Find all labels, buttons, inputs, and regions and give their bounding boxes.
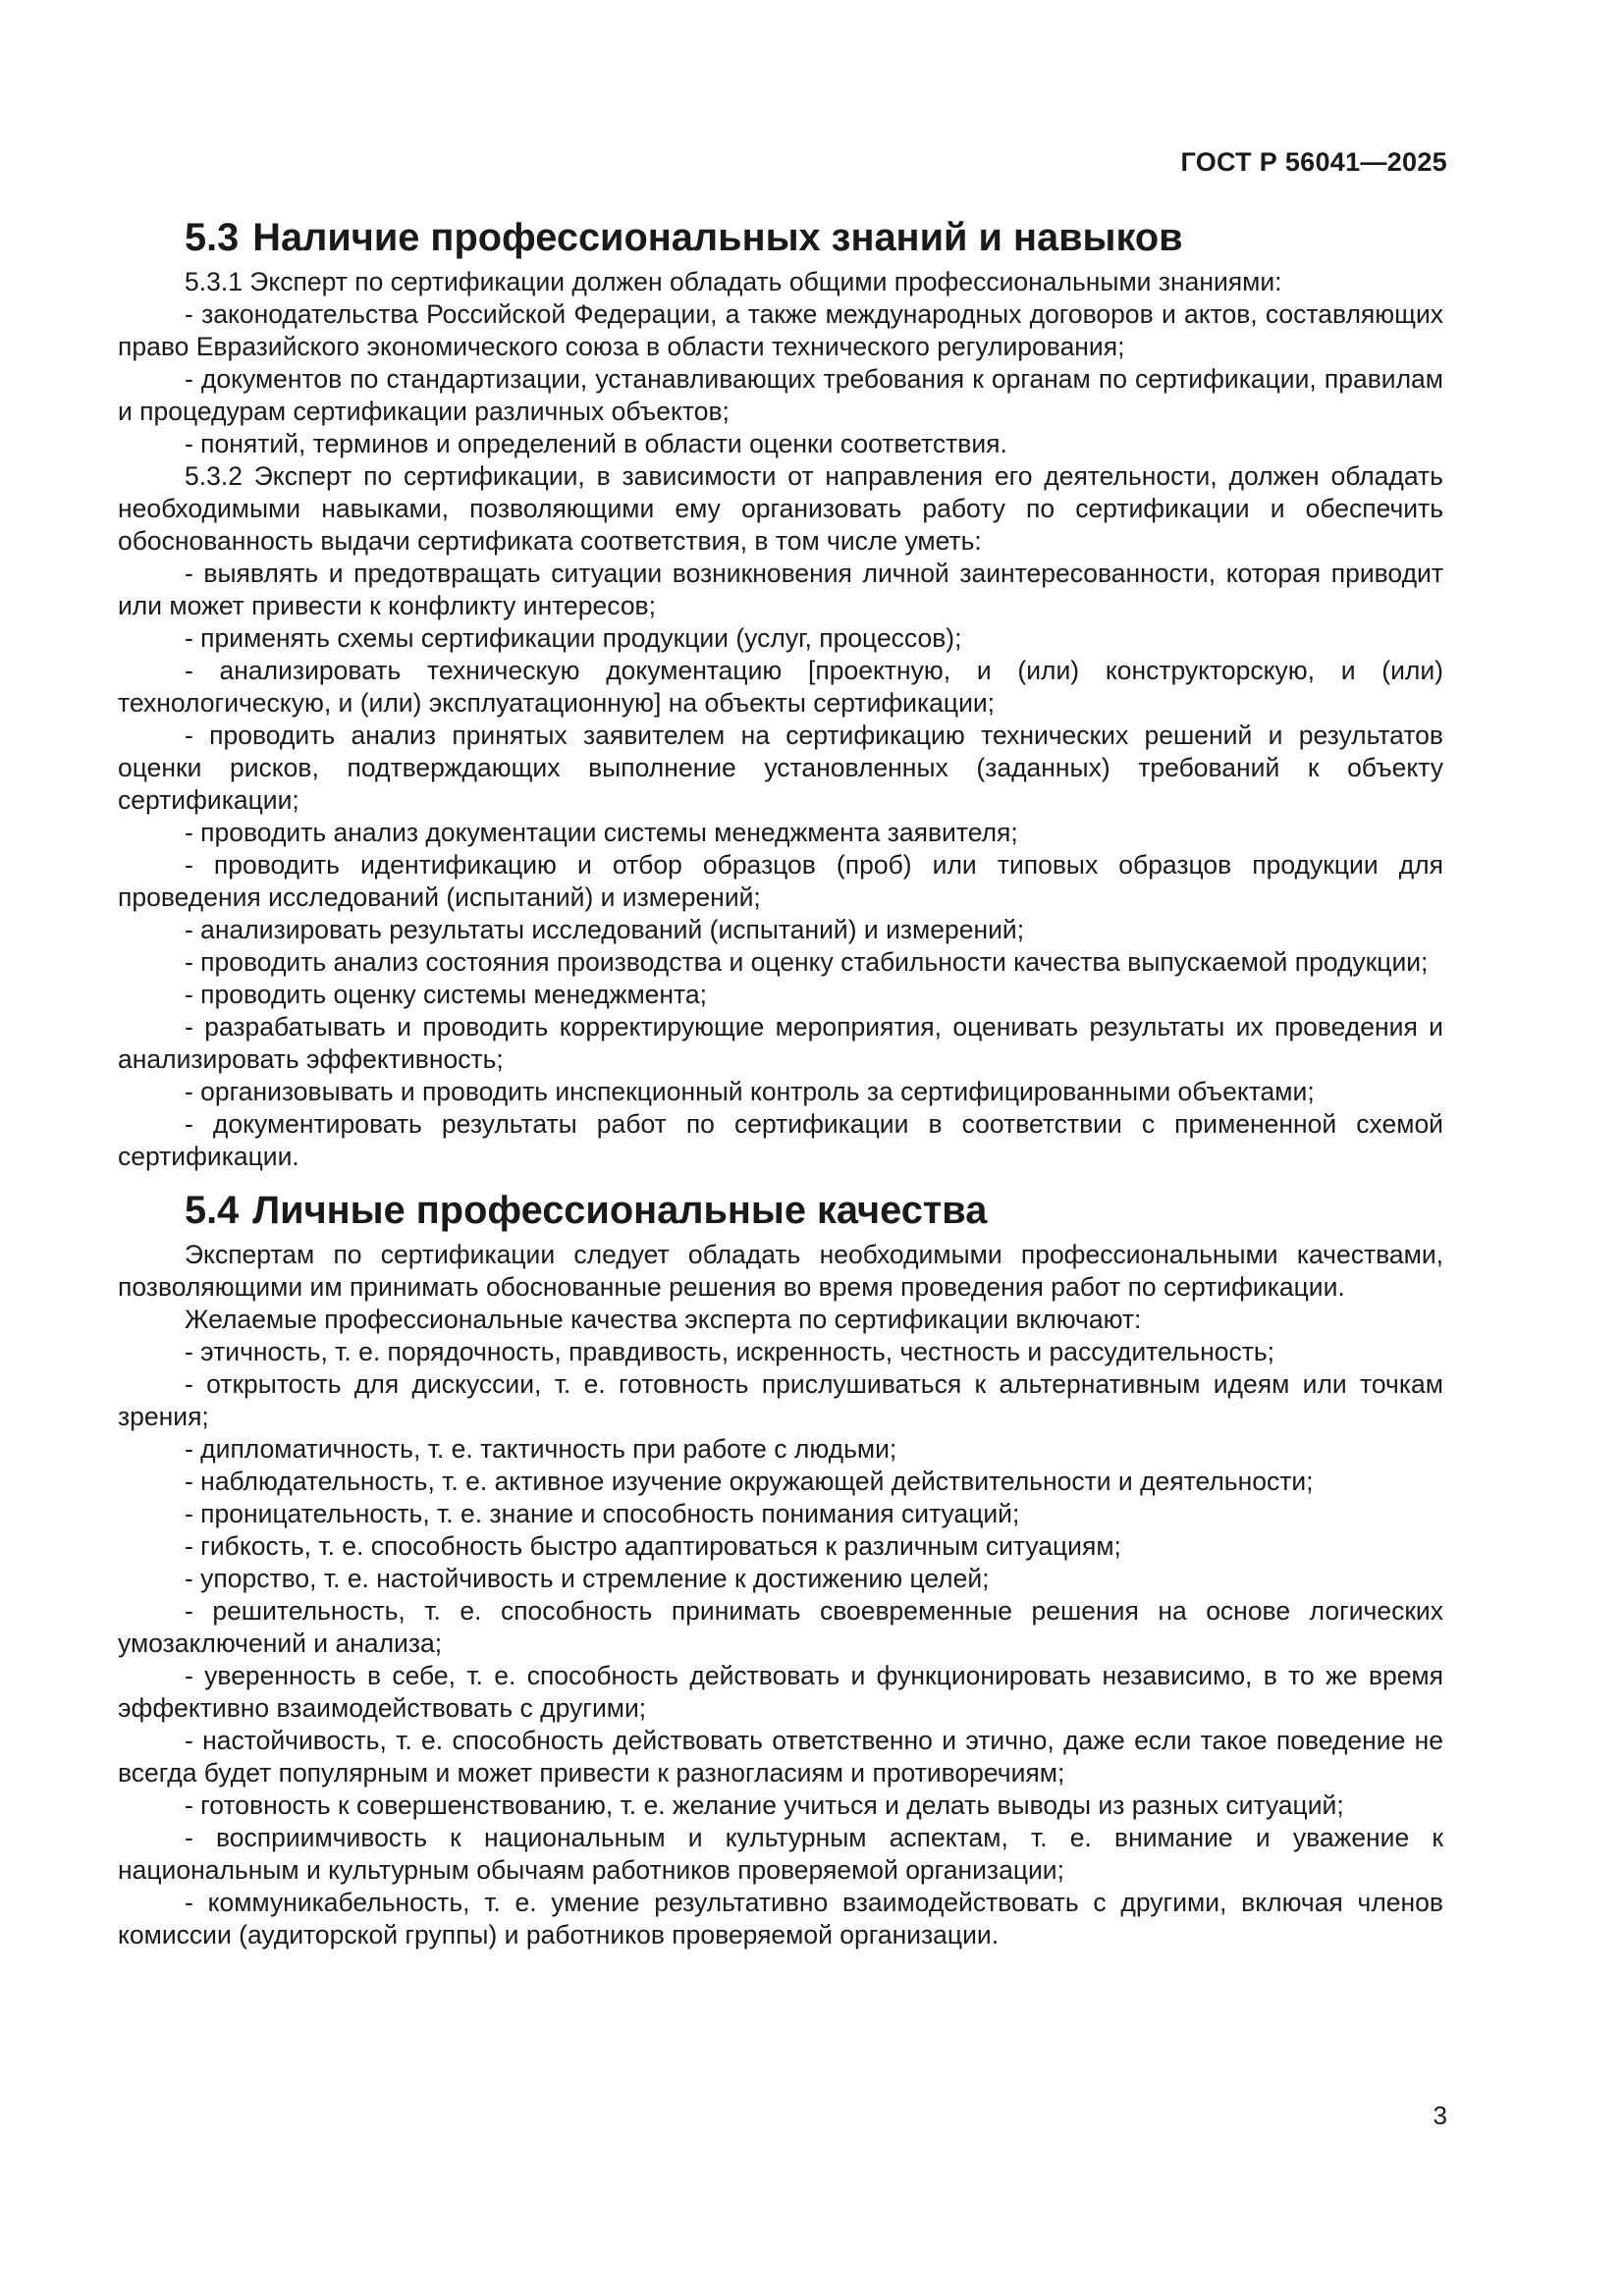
- list-item: - упорство, т. е. настойчивость и стремление к достижению целей;: [185, 1564, 990, 1593]
- list-item: - наблюдательность, т. е. активное изучение окружающей действительности и деятельности;: [185, 1467, 1314, 1496]
- paragraph: Желаемые профессиональные качества эксперта по сертификации включают:: [185, 1305, 1142, 1334]
- list-item: - проводить идентификацию и отбор образцов (проб) или типовых образцов продукции для проведения исследований (испытаний) и измерений;: [118, 850, 1443, 912]
- list-item: - проводить анализ документации системы менеджмента заявителя;: [185, 818, 1018, 847]
- list-item: - готовность к совершенствованию, т. е. желание учиться и делать выводы из разных ситуаций;: [185, 1790, 1344, 1820]
- list-item: - законодательства Российской Федерации, а также международных договоров и актов, составляющих право Евразийского экономического союза в области технического регулирования;: [118, 299, 1443, 361]
- list-item: - документировать результаты работ по сертификации в соответствии с примененной схемой сертификации.: [118, 1109, 1443, 1171]
- document-body: [118, 216, 1443, 1951]
- section-number: 5.3: [185, 216, 240, 259]
- list-item: - применять схемы сертификации продукции (услуг, процессов);: [185, 623, 962, 653]
- paragraph: Экспертам по сертификации следует обладать необходимыми профессиональными качествами, позволяющими им принимать обоснованные решения во время проведения работ по сертификации.: [118, 1240, 1443, 1302]
- page-number: 3: [1433, 2101, 1447, 2130]
- list-item: - выявлять и предотвращать ситуации возникновения личной заинтересованности, которая приводит или может привести к конфликту интересов;: [118, 559, 1443, 620]
- section-title: Наличие профессиональных знаний и навыков: [252, 216, 1183, 259]
- list-item: - документов по стандартизации, устанавливающих требования к органам по сертификации, правилам и процедурам сертификации различных объектов;: [118, 364, 1443, 426]
- list-item: - проницательность, т. е. знание и способность понимания ситуаций;: [185, 1499, 1020, 1528]
- list-item: - решительность, т. е. способность принимать своевременные решения на основе логических умозаключений и анализа;: [118, 1596, 1443, 1658]
- list-item: - этичность, т. е. порядочность, правдивость, искренность, честность и рассудительность;: [185, 1337, 1275, 1366]
- section-title: Личные профессиональные качества: [252, 1189, 988, 1232]
- list-item: - уверенность в себе, т. е. способность действовать и функционировать независимо, в то же время эффективно взаимодействовать с другими;: [118, 1661, 1443, 1723]
- section-heading-5-4: [118, 1189, 1443, 1232]
- paragraph: 5.3.2 Эксперт по сертификации, в зависимости от направления его деятельности, должен обладать необходимыми навыками, позволяющими ему организовать работу по сертификации и обеспечить обоснованность выдачи сертификата соответствия, в том числе уметь:: [118, 461, 1443, 556]
- list-item: - проводить анализ состояния производства и оценку стабильности качества выпускаемой продукции;: [185, 947, 1429, 977]
- section-heading-5-3: [118, 216, 1443, 259]
- list-item: - проводить оценку системы менеджмента;: [185, 980, 707, 1009]
- list-item: - восприимчивость к национальным и культурным аспектам, т. е. внимание и уважение к национальным и культурным обычаям работников проверяемой организации;: [118, 1823, 1443, 1885]
- list-item: - настойчивость, т. е. способность действовать ответственно и этично, даже если такое поведение не всегда будет популярным и может привести к разногласиям и противоречиям;: [118, 1726, 1443, 1788]
- list-item: - разрабатывать и проводить корректирующие мероприятия, оценивать результаты их проведения и анализировать эффективность;: [118, 1012, 1443, 1074]
- paragraph: 5.3.1 Эксперт по сертификации должен обладать общими профессиональными знаниями:: [185, 267, 1282, 296]
- list-item: - открытость для дискуссии, т. е. готовность прислушиваться к альтернативным идеям или точкам зрения;: [118, 1369, 1443, 1431]
- list-item: - дипломатичность, т. е. тактичность при работе с людьми;: [185, 1434, 897, 1464]
- list-item: - коммуникабельность, т. е. умение результативно взаимодействовать с другими, включая членов комиссии (аудиторской группы) и работников проверяемой организации.: [118, 1888, 1443, 1949]
- list-item: - понятий, терминов и определений в области оценки соответствия.: [185, 429, 1007, 458]
- list-item: - анализировать техническую документацию [проектную, и (или) конструкторскую, и (или) технологическую, и (или) эксплуатационную] на объекты сертификации;: [118, 656, 1443, 718]
- list-item: - гибкость, т. е. способность быстро адаптироваться к различным ситуациям;: [185, 1531, 1121, 1561]
- list-item: - организовывать и проводить инспекционный контроль за сертифицированными объектами;: [185, 1077, 1315, 1106]
- list-item: - анализировать результаты исследований (испытаний) и измерений;: [185, 915, 1025, 944]
- list-item: - проводить анализ принятых заявителем на сертификацию технических решений и результатов оценки рисков, подтверждающих выполнение установленных (заданных) требований к объекту сертификации;: [118, 721, 1443, 815]
- document-code-header: ГОСТ Р 56041—2025: [1180, 147, 1447, 177]
- section-number: 5.4: [185, 1189, 240, 1232]
